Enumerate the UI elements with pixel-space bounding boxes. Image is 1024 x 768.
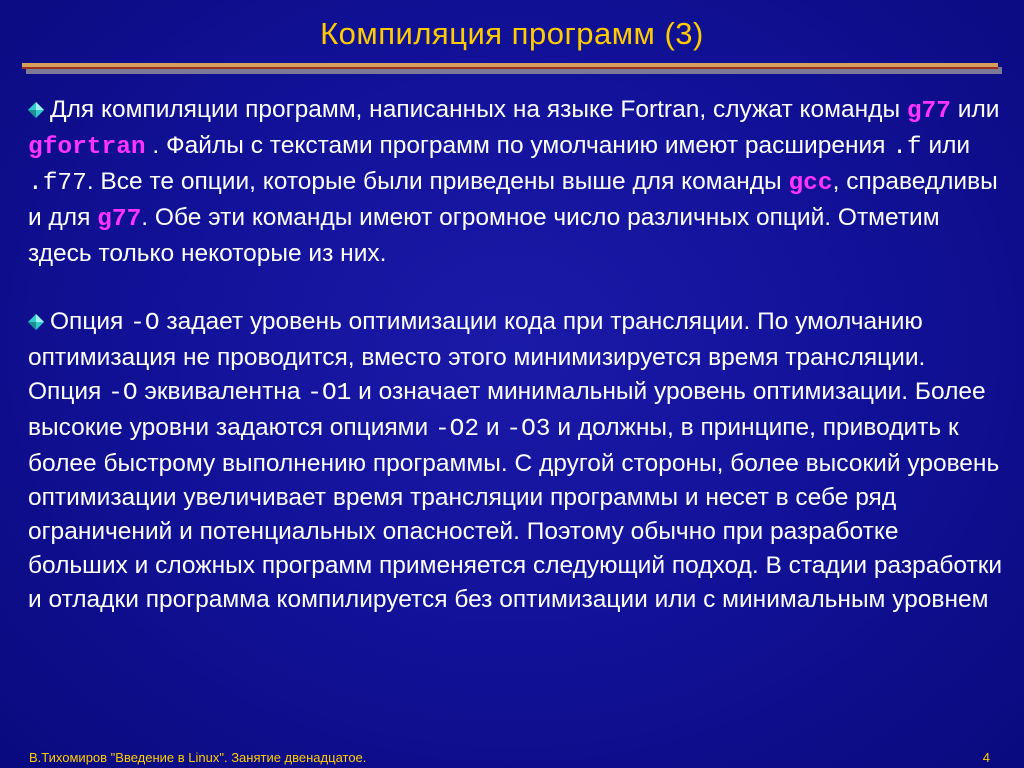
title-divider: [22, 63, 1002, 75]
paragraph-optimization-option: Опция -O задает уровень оптимизации кода при трансляции. По умолчанию оптимизация не проводится, вместо этого минимизируется время трансляции. Опция -O эквивалентна -O1 и означает минимальный уровень оптимизации. Более высокие уровни задаются опциями -O2 и -O3 и должны, в принципе, приводить к более быстрому выполнению программы. С другой стороны, более высокий уровень оптимизации увеличивает время трансляции программы и несет в себе ряд ограничений и потенциальных опасностей. Поэтому обычно при разработке больших и сложных программ применяется следующий подход. В стадии разработки и отладки программа компилируется без оптимизации или с минимальным уровнем: [28, 305, 1003, 617]
command-g77: g77: [97, 206, 142, 233]
command-gfortran: gfortran: [28, 134, 146, 161]
option-O3: -O3: [506, 416, 551, 443]
slide-body: [28, 93, 1003, 617]
diamond-bullet-icon: [28, 93, 50, 127]
option-O1: -O1: [307, 380, 352, 407]
slide-title: Компиляция программ (3): [320, 16, 704, 51]
option-O: -O: [130, 310, 160, 337]
footer-course-title: В.Тихомиров "Введение в Linux". Занятие двенадцатое.: [29, 750, 367, 765]
extension-f77: .f77: [28, 170, 87, 197]
command-gcc: gcc: [788, 170, 833, 197]
extension-f: .f: [892, 134, 922, 161]
diamond-bullet-icon: [28, 305, 50, 339]
command-g77: g77: [906, 98, 951, 125]
option-O: -O: [108, 380, 138, 407]
paragraph-fortran-compilers: Для компиляции программ, написанных на языке Fortran, служат команды g77 или gfortran . Файлы с текстами программ по умолчанию имеют расширения .f или .f77. Все те опции, которые были приведены выше для команды gcc, справедливы и для g77. Обе эти команды имеют огромное число различных опций. Отметим здесь только некоторые из них.: [28, 93, 1003, 271]
page-number: 4: [982, 750, 990, 765]
option-O2: -O2: [434, 416, 480, 443]
